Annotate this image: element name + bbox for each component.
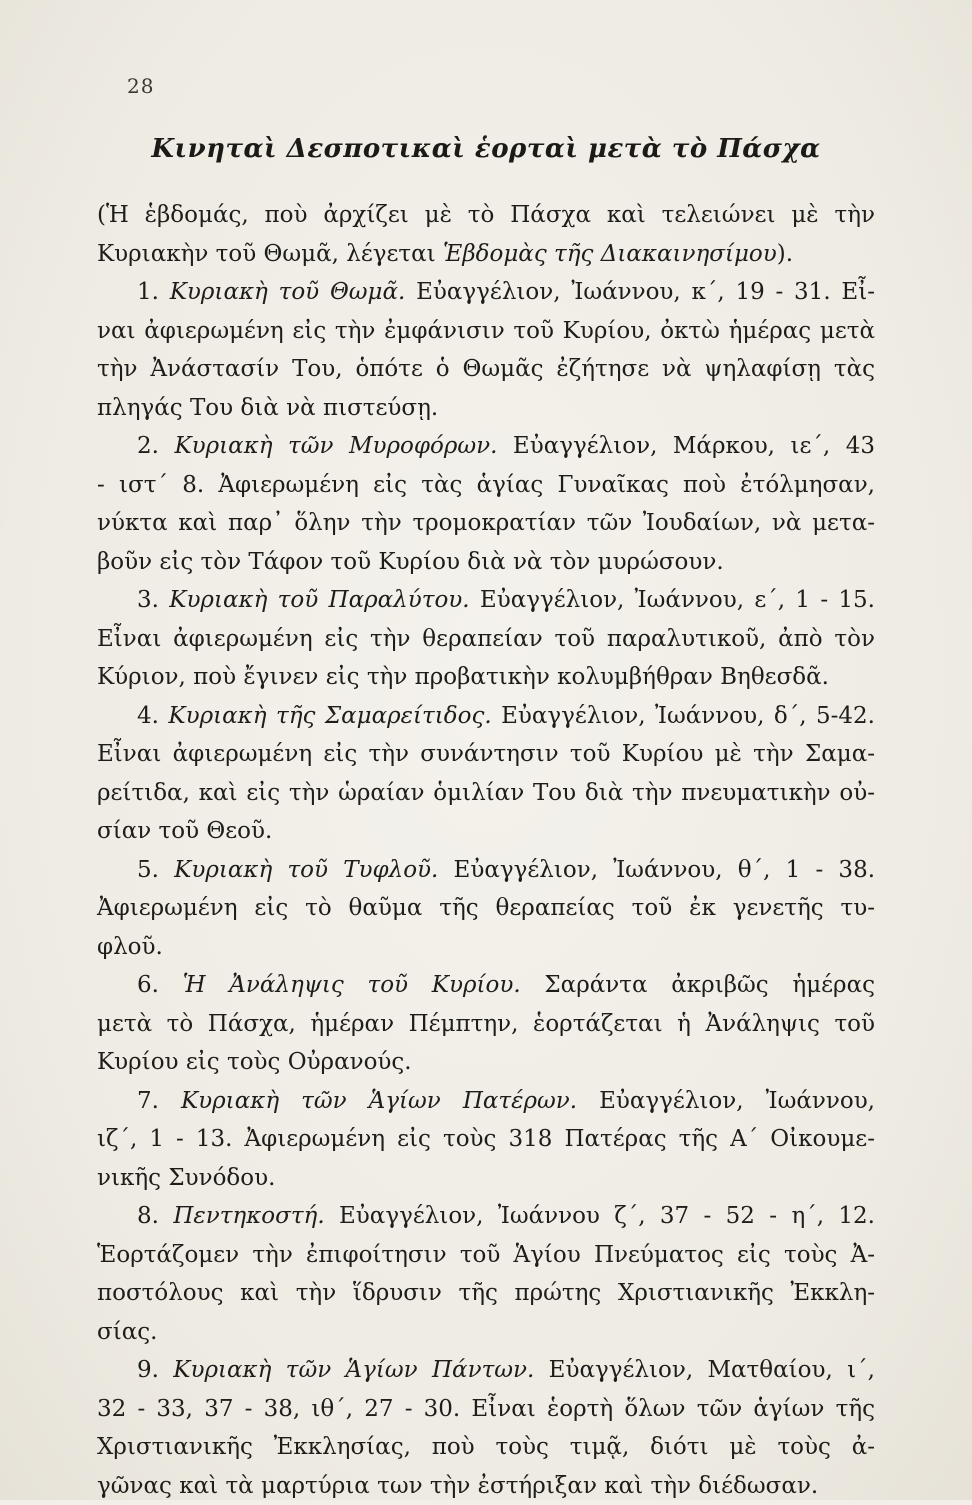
paragraph xyxy=(97,196,875,273)
paragraph xyxy=(97,1197,875,1351)
text-line xyxy=(97,812,875,851)
text-run: 32 - 33, 37 - 38, ιθ΄, 27 - 30. Εἶναι ἑορτὴ ὅλων τῶν ἁγίων τῆς xyxy=(97,1396,875,1422)
text-run: σίας. xyxy=(97,1319,157,1345)
text-line xyxy=(97,1082,875,1121)
text-line xyxy=(97,851,875,890)
page-title: Κινηταὶ Δεσποτικαὶ ἑορταὶ μετὰ τὸ Πάσχα xyxy=(0,134,972,164)
italic-heading: Κυριακὴ τῆς Σαμαρείτιδος. xyxy=(168,703,491,729)
text-line xyxy=(97,1159,875,1198)
text-line xyxy=(97,581,875,620)
text-line xyxy=(97,620,875,659)
text-run: Εἶναι ἀφιερωμένη εἰς τὴν θεραπείαν τοῦ παραλυτικοῦ, ἀπὸ τὸν xyxy=(97,626,875,652)
paragraph xyxy=(97,1351,875,1505)
text-run: 1. xyxy=(137,279,170,305)
italic-heading: Κυριακὴ τῶν Μυροφόρων. xyxy=(174,433,497,459)
text-run: 7. xyxy=(137,1088,181,1114)
text-run: Χριστιανικῆς Ἐκκλησίας, ποὺ τοὺς τιμᾷ, διότι μὲ τοὺς ἀ- xyxy=(97,1434,875,1460)
text-run: Εὐαγγέλιον, Ματθαίου, ι΄, xyxy=(534,1357,875,1383)
text-run: βοῦν εἰς τὸν Τάφον τοῦ Κυρίου διὰ νὰ τὸν μυρώσουν. xyxy=(97,549,724,575)
text-run: Εὐαγγέλιον, Ἰωάννου, xyxy=(577,1088,875,1114)
text-run: ρείτιδα, καὶ εἰς τὴν ὡραίαν ὁμιλίαν Του διὰ τὴν πνευματικὴν οὐ- xyxy=(97,780,875,806)
paragraph xyxy=(97,273,875,427)
text-run: Σαράντα ἀκριβῶς ἡμέρας xyxy=(521,972,875,998)
italic-heading: Κυριακὴ τοῦ Τυφλοῦ. xyxy=(174,857,438,883)
text-run: ποστόλους καὶ τὴν ἵδρυσιν τῆς πρώτης Χριστιανικῆς Ἐκκλη- xyxy=(97,1280,875,1306)
text-line xyxy=(97,504,875,543)
text-line xyxy=(97,466,875,505)
body-text xyxy=(97,196,875,1505)
text-run: σίαν τοῦ Θεοῦ. xyxy=(97,818,272,844)
text-line xyxy=(97,697,875,736)
text-run: τὴν Ἀνάστασίν Του, ὁπότε ὁ Θωμᾶς ἐζήτησε νὰ ψηλαφίσῃ τὰς xyxy=(97,356,875,382)
text-run: Εὐαγγέλιον, Ἰωάννου, κ΄, 19 - 31. Εἶ- xyxy=(405,279,875,305)
text-line xyxy=(97,889,875,928)
text-run: Εὐαγγέλιον, Ἰωάννου, θ΄, 1 - 38. xyxy=(438,857,875,883)
text-run: Ἑορτάζομεν τὴν ἐπιφοίτησιν τοῦ Ἁγίου Πνεύματος εἰς τοὺς Ἀ- xyxy=(97,1242,875,1268)
text-line xyxy=(97,350,875,389)
text-line xyxy=(97,1274,875,1313)
text-line xyxy=(97,1197,875,1236)
text-line xyxy=(97,1313,875,1352)
text-line xyxy=(97,966,875,1005)
text-line xyxy=(97,774,875,813)
paragraph xyxy=(97,427,875,581)
text-run: Εὐαγγέλιον, Ἰωάννου, δ΄, 5-42. xyxy=(492,703,875,729)
text-line xyxy=(97,389,875,428)
text-line xyxy=(97,1236,875,1275)
text-line xyxy=(97,1005,875,1044)
text-line xyxy=(97,235,875,274)
text-run: 3. xyxy=(137,587,169,613)
text-line xyxy=(97,1043,875,1082)
text-run: ιζ΄, 1 - 13. Ἀφιερωμένη εἰς τοὺς 318 Πατέρας τῆς Α΄ Οἰκουμε- xyxy=(97,1126,875,1152)
text-line xyxy=(97,1120,875,1159)
text-line xyxy=(97,427,875,466)
page-number: 28 xyxy=(127,74,154,98)
text-line xyxy=(97,1428,875,1467)
text-run: Κυριακὴν τοῦ Θωμᾶ, λέγεται xyxy=(97,241,443,267)
text-run: γῶνας καὶ τὰ μαρτύρια των τὴν ἐστήριξαν καὶ τὴν διέδωσαν. xyxy=(97,1473,818,1499)
text-line xyxy=(97,658,875,697)
text-line xyxy=(97,312,875,351)
paragraph xyxy=(97,966,875,1082)
paragraph xyxy=(97,851,875,967)
text-line xyxy=(97,196,875,235)
text-line xyxy=(97,1390,875,1429)
text-line xyxy=(97,543,875,582)
text-line xyxy=(97,1351,875,1390)
text-run: Κύριον, ποὺ ἔγινεν εἰς τὴν προβατικὴν κολυμβήθραν Βηθεσδᾶ. xyxy=(97,664,829,690)
text-run: 4. xyxy=(137,703,168,729)
text-line xyxy=(97,735,875,774)
text-run: Ἀφιερωμένη εἰς τὸ θαῦμα τῆς θεραπείας τοῦ ἐκ γενετῆς τυ- xyxy=(97,895,875,921)
text-line xyxy=(97,928,875,967)
text-line xyxy=(97,1467,875,1505)
text-run: 9. xyxy=(137,1357,173,1383)
text-run: ναι ἀφιερωμένη εἰς τὴν ἐμφάνισιν τοῦ Κυρίου, ὀκτὼ ἡμέρας μετὰ xyxy=(97,318,875,344)
text-run: 2. xyxy=(137,433,174,459)
text-run: νικῆς Συνόδου. xyxy=(97,1165,275,1191)
text-run: νύκτα καὶ παρ᾽ ὅλην τὴν τρομοκρατίαν τῶν Ἰουδαίων, νὰ μετα- xyxy=(97,510,875,536)
paragraph xyxy=(97,697,875,851)
text-run: ). xyxy=(777,241,793,267)
paragraph xyxy=(97,581,875,697)
text-run: Κυρίου εἰς τοὺς Οὐρανούς. xyxy=(97,1049,412,1075)
text-run: - ιστ΄ 8. Ἀφιερωμένη εἰς τὰς ἁγίας Γυναῖκας ποὺ ἐτόλμησαν, xyxy=(97,472,875,498)
italic-heading: Πεντηκοστή. xyxy=(173,1203,324,1229)
italic-heading: Κυριακὴ τοῦ Θωμᾶ. xyxy=(170,279,406,305)
italic-heading: Ἑβδομὰς τῆς Διακαινησίμου xyxy=(443,241,777,267)
text-run: Εὐαγγέλιον, Ἰωάννου ζ΄, 37 - 52 - η΄, 12. xyxy=(325,1203,875,1229)
italic-heading: Κυριακὴ τοῦ Παραλύτου. xyxy=(169,587,469,613)
text-run: 8. xyxy=(137,1203,173,1229)
text-run: Εὐαγγέλιον, Μάρκου, ιε΄, 43 xyxy=(497,433,875,459)
text-run: μετὰ τὸ Πάσχα, ἡμέραν Πέμπτην, ἑορτάζεται ἡ Ἀνάληψις τοῦ xyxy=(97,1011,875,1037)
text-run: πληγάς Του διὰ νὰ πιστεύσῃ. xyxy=(97,395,438,421)
paragraph xyxy=(97,1082,875,1198)
text-run: φλοῦ. xyxy=(97,934,163,960)
text-run: Εἶναι ἀφιερωμένη εἰς τὴν συνάντησιν τοῦ Κυρίου μὲ τὴν Σαμα- xyxy=(97,741,875,767)
italic-heading: Κυριακὴ τῶν Ἁγίων Πατέρων. xyxy=(181,1088,577,1114)
text-run: (Ἡ ἑβδομάς, ποὺ ἀρχίζει μὲ τὸ Πάσχα καὶ τελειώνει μὲ τὴν xyxy=(97,202,875,228)
text-run: Εὐαγγέλιον, Ἰωάννου, ε΄, 1 - 15. xyxy=(470,587,875,613)
text-line xyxy=(97,273,875,312)
text-run: 5. xyxy=(137,857,174,883)
italic-heading: Ἡ Ἀνάληψις τοῦ Κυρίου. xyxy=(183,972,521,998)
italic-heading: Κυριακὴ τῶν Ἁγίων Πάντων. xyxy=(173,1357,534,1383)
text-run: 6. xyxy=(137,972,183,998)
